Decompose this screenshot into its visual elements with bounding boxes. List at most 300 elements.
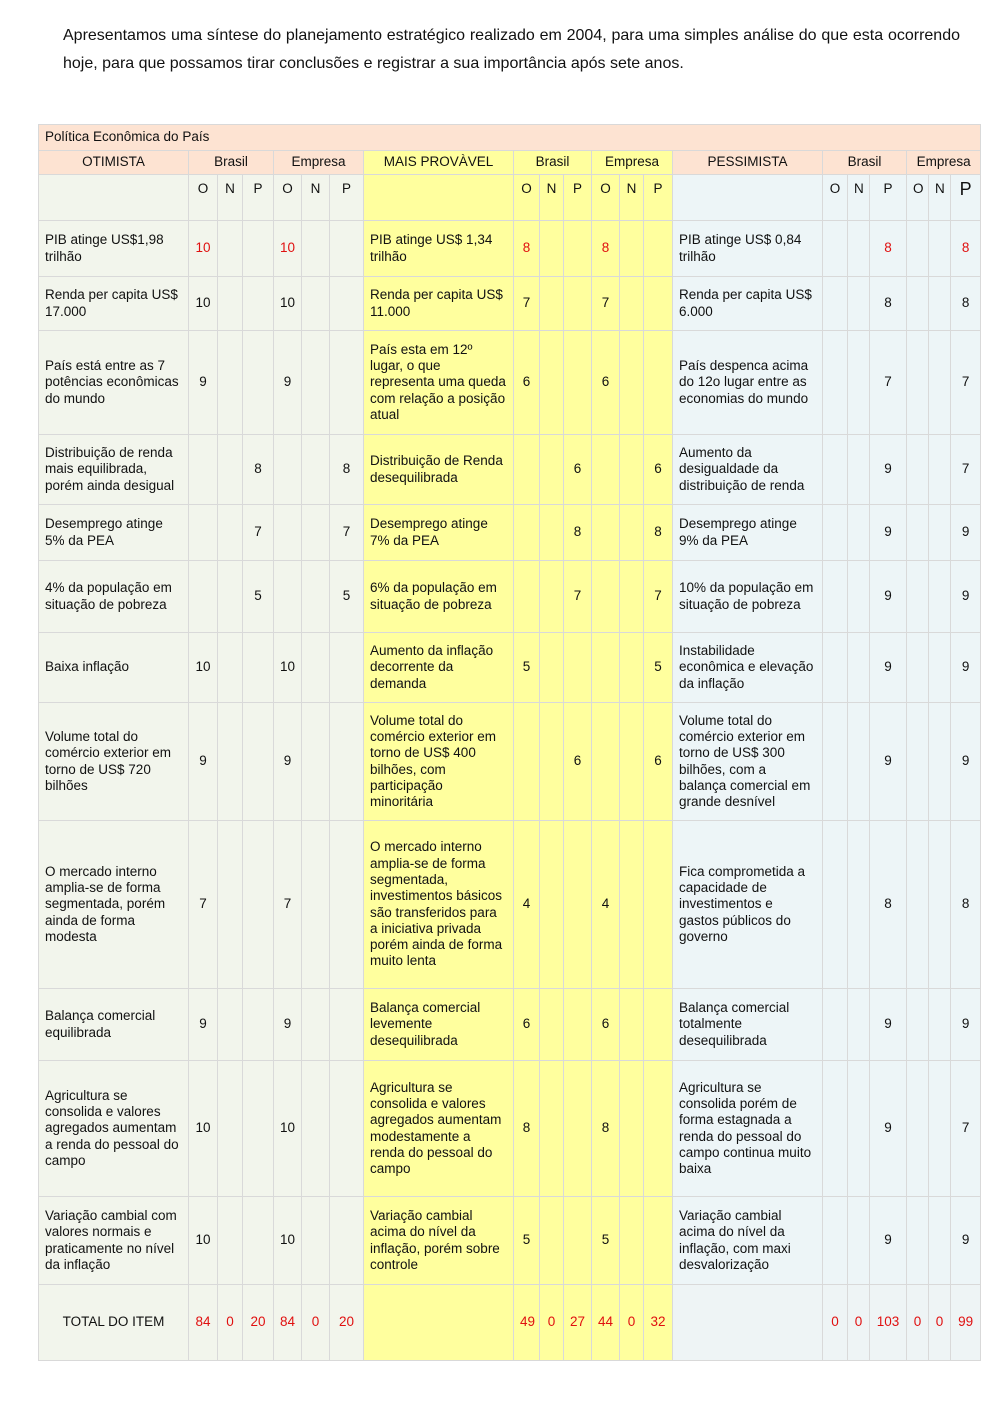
- otimista-score: [330, 331, 364, 435]
- pessimista-score: [823, 277, 848, 331]
- pessimista-description: Volume total do comércio exterior em torno de US$ 300 bilhões, com a balança comercial em grande desnível: [673, 703, 823, 821]
- pessimista-score: 9: [951, 505, 981, 561]
- provavel-score: [540, 703, 564, 821]
- pessimista-score: [848, 221, 870, 277]
- otimista-description: Renda per capita US$ 17.000: [39, 277, 189, 331]
- table-row: [39, 505, 981, 561]
- otimista-description: 4% da população em situação de pobreza: [39, 561, 189, 633]
- total-otimista-value: 20: [243, 1285, 274, 1361]
- otimista-description: Agricultura se consolida e valores agregados aumentam a renda do pessoal do campo: [39, 1061, 189, 1197]
- subheader-o: O: [823, 175, 848, 221]
- provavel-score: [514, 435, 540, 505]
- subheader-o: O: [907, 175, 929, 221]
- provavel-score: 8: [514, 1061, 540, 1197]
- otimista-score: [218, 1197, 243, 1285]
- otimista-score: [218, 277, 243, 331]
- subheader-o: O: [514, 175, 540, 221]
- otimista-score: [243, 703, 274, 821]
- pessimista-score: 9: [870, 633, 907, 703]
- provavel-score: [592, 633, 620, 703]
- provavel-score: 8: [564, 505, 592, 561]
- provavel-score: [564, 277, 592, 331]
- pessimista-score: [848, 505, 870, 561]
- otimista-score: [243, 221, 274, 277]
- pessimista-score: 9: [870, 1061, 907, 1197]
- provavel-score: [540, 1061, 564, 1197]
- otimista-description: PIB atinge US$1,98 trilhão: [39, 221, 189, 277]
- provavel-score: [644, 1061, 673, 1197]
- otimista-description: O mercado interno amplia-se de forma segmentada, porém ainda de forma modesta: [39, 821, 189, 989]
- provavel-score: 6: [514, 331, 540, 435]
- provavel-description: Agricultura se consolida e valores agregados aumentam modestamente a renda do pessoal do campo: [364, 1061, 514, 1197]
- otimista-score: [330, 633, 364, 703]
- subheader-blank: [39, 175, 189, 221]
- subheader-blank: [364, 175, 514, 221]
- subheader-n: N: [302, 175, 330, 221]
- pessimista-score: 9: [870, 989, 907, 1061]
- otimista-score: 7: [243, 505, 274, 561]
- pessimista-score: [907, 221, 929, 277]
- total-label: TOTAL DO ITEM: [39, 1285, 189, 1361]
- subheader-p: P: [870, 175, 907, 221]
- otimista-score: 7: [189, 821, 218, 989]
- pessimista-score: [848, 277, 870, 331]
- table-row: [39, 633, 981, 703]
- provavel-score: [540, 277, 564, 331]
- pessimista-score: 9: [951, 1197, 981, 1285]
- provavel-score: [644, 989, 673, 1061]
- provavel-score: [644, 821, 673, 989]
- provavel-score: 6: [592, 331, 620, 435]
- otimista-score: [243, 633, 274, 703]
- pessimista-score: [929, 221, 951, 277]
- pessimista-score: [823, 221, 848, 277]
- subheader-blank: [673, 175, 823, 221]
- pessimista-score: 9: [870, 561, 907, 633]
- pessimista-score: [823, 331, 848, 435]
- pessimista-score: [907, 435, 929, 505]
- pessimista-score: [907, 989, 929, 1061]
- pessimista-score: [929, 435, 951, 505]
- otimista-score: [218, 633, 243, 703]
- table-title: Política Econômica do País: [39, 125, 981, 151]
- pessimista-score: [848, 1197, 870, 1285]
- pessimista-score: [848, 703, 870, 821]
- provavel-description: Balança comercial levemente desequilibrada: [364, 989, 514, 1061]
- otimista-score: [302, 703, 330, 821]
- pessimista-score: 8: [951, 277, 981, 331]
- header-mais-provavel: MAIS PROVÀVEL: [364, 151, 514, 175]
- provavel-score: 5: [514, 633, 540, 703]
- provavel-score: [540, 989, 564, 1061]
- otimista-score: [243, 821, 274, 989]
- total-provavel-value: 0: [620, 1285, 644, 1361]
- provavel-score: [514, 561, 540, 633]
- pessimista-score: [823, 821, 848, 989]
- otimista-score: 10: [189, 221, 218, 277]
- pessimista-score: 8: [951, 821, 981, 989]
- pessimista-score: 7: [951, 435, 981, 505]
- subheader-o: O: [189, 175, 218, 221]
- pessimista-description: Agricultura se consolida porém de forma estagnada a renda do pessoal do campo continua muito baixa: [673, 1061, 823, 1197]
- provavel-description: Desemprego atinge 7% da PEA: [364, 505, 514, 561]
- otimista-score: [302, 1061, 330, 1197]
- pessimista-score: [907, 703, 929, 821]
- provavel-description: Renda per capita US$ 11.000: [364, 277, 514, 331]
- provavel-score: [620, 561, 644, 633]
- subheader-p: P: [243, 175, 274, 221]
- pessimista-score: [929, 561, 951, 633]
- otimista-score: 10: [274, 1061, 302, 1197]
- otimista-score: 9: [274, 703, 302, 821]
- provavel-score: [620, 221, 644, 277]
- otimista-score: 9: [189, 989, 218, 1061]
- otimista-score: [302, 633, 330, 703]
- otimista-score: 7: [274, 821, 302, 989]
- total-otimista-value: 20: [330, 1285, 364, 1361]
- provavel-score: [620, 703, 644, 821]
- pessimista-score: [848, 561, 870, 633]
- otimista-score: 8: [330, 435, 364, 505]
- pessimista-score: [929, 703, 951, 821]
- otimista-description: Variação cambial com valores normais e praticamente no nível da inflação: [39, 1197, 189, 1285]
- pessimista-score: 9: [951, 703, 981, 821]
- total-otimista-value: 0: [218, 1285, 243, 1361]
- pessimista-description: 10% da população em situação de pobreza: [673, 561, 823, 633]
- pessimista-score: [907, 277, 929, 331]
- provavel-description: Distribuição de Renda desequilibrada: [364, 435, 514, 505]
- subheader-n: N: [540, 175, 564, 221]
- pessimista-score: 8: [951, 221, 981, 277]
- header-pessimista: PESSIMISTA: [673, 151, 823, 175]
- pessimista-score: 9: [870, 703, 907, 821]
- provavel-score: 7: [514, 277, 540, 331]
- provavel-description: Aumento da inflação decorrente da demanda: [364, 633, 514, 703]
- otimista-score: [330, 1197, 364, 1285]
- provavel-score: [514, 703, 540, 821]
- scenario-table: [38, 124, 981, 1361]
- otimista-score: 10: [274, 277, 302, 331]
- pessimista-description: Desemprego atinge 9% da PEA: [673, 505, 823, 561]
- pessimista-score: 9: [870, 435, 907, 505]
- provavel-score: [564, 1061, 592, 1197]
- pessimista-score: 9: [951, 989, 981, 1061]
- provavel-score: 8: [592, 221, 620, 277]
- provavel-score: [620, 1061, 644, 1197]
- pessimista-description: Renda per capita US$ 6.000: [673, 277, 823, 331]
- subheader-n: N: [929, 175, 951, 221]
- total-provavel-value: 49: [514, 1285, 540, 1361]
- provavel-score: 6: [644, 435, 673, 505]
- otimista-score: [302, 505, 330, 561]
- pessimista-description: Fica comprometida a capacidade de investimentos e gastos públicos do governo: [673, 821, 823, 989]
- provavel-score: [620, 633, 644, 703]
- pessimista-score: [929, 277, 951, 331]
- provavel-score: [540, 633, 564, 703]
- otimista-score: [330, 989, 364, 1061]
- pessimista-score: 8: [870, 277, 907, 331]
- subheader-n: N: [218, 175, 243, 221]
- pessimista-score: [929, 1061, 951, 1197]
- provavel-score: [564, 221, 592, 277]
- pessimista-score: [848, 633, 870, 703]
- otimista-score: [243, 1197, 274, 1285]
- total-pessimista-value: 0: [823, 1285, 848, 1361]
- pessimista-description: PIB atinge US$ 0,84 trilhão: [673, 221, 823, 277]
- provavel-score: [592, 435, 620, 505]
- pessimista-score: 9: [870, 1197, 907, 1285]
- provavel-score: [620, 277, 644, 331]
- provavel-score: 4: [592, 821, 620, 989]
- otimista-score: [330, 277, 364, 331]
- provavel-score: [592, 703, 620, 821]
- provavel-score: 6: [592, 989, 620, 1061]
- provavel-score: 4: [514, 821, 540, 989]
- otimista-score: [274, 505, 302, 561]
- otimista-score: [243, 331, 274, 435]
- table-row: [39, 989, 981, 1061]
- pessimista-score: [929, 331, 951, 435]
- table-row: [39, 1061, 981, 1197]
- header-otimista: OTIMISTA: [39, 151, 189, 175]
- provavel-score: [564, 1197, 592, 1285]
- otimista-score: [218, 561, 243, 633]
- header-brasil: Brasil: [823, 151, 907, 175]
- provavel-description: O mercado interno amplia-se de forma segmentada, investimentos básicos são transferidos para a iniciativa privada porém ainda de forma muito lenta: [364, 821, 514, 989]
- otimista-score: [302, 821, 330, 989]
- pessimista-description: Balança comercial totalmente desequilibrada: [673, 989, 823, 1061]
- pessimista-score: [929, 1197, 951, 1285]
- provavel-score: [564, 331, 592, 435]
- provavel-score: 6: [564, 435, 592, 505]
- otimista-score: [302, 277, 330, 331]
- pessimista-score: 7: [870, 331, 907, 435]
- otimista-description: Baixa inflação: [39, 633, 189, 703]
- otimista-score: 9: [189, 331, 218, 435]
- provavel-score: 7: [564, 561, 592, 633]
- provavel-score: [540, 435, 564, 505]
- provavel-score: 5: [514, 1197, 540, 1285]
- subheader-p: P: [644, 175, 673, 221]
- otimista-score: 9: [274, 989, 302, 1061]
- otimista-score: [218, 221, 243, 277]
- otimista-score: [189, 561, 218, 633]
- provavel-score: 6: [514, 989, 540, 1061]
- pessimista-score: [929, 821, 951, 989]
- provavel-score: [564, 989, 592, 1061]
- otimista-score: 5: [330, 561, 364, 633]
- provavel-score: 5: [644, 633, 673, 703]
- pessimista-score: [929, 633, 951, 703]
- otimista-score: [189, 505, 218, 561]
- subheader-p: P: [330, 175, 364, 221]
- subheader-n: N: [620, 175, 644, 221]
- pessimista-score: [823, 703, 848, 821]
- provavel-description: País esta em 12º lugar, o que representa uma queda com relação a posição atual: [364, 331, 514, 435]
- otimista-score: [330, 221, 364, 277]
- otimista-score: [330, 703, 364, 821]
- total-provavel-value: 0: [540, 1285, 564, 1361]
- provavel-score: [564, 821, 592, 989]
- provavel-score: [540, 821, 564, 989]
- otimista-description: Balança comercial equilibrada: [39, 989, 189, 1061]
- otimista-score: 9: [189, 703, 218, 821]
- intro-paragraph: Apresentamos uma síntese do planejamento estratégico realizado em 2004, para uma simples análise do que esta ocorrendo hoje, para que possamos tirar conclusões e registrar a sua importância após sete anos.: [63, 27, 960, 72]
- provavel-score: 6: [564, 703, 592, 821]
- table-row: [39, 561, 981, 633]
- provavel-score: [644, 221, 673, 277]
- provavel-score: 8: [514, 221, 540, 277]
- otimista-score: 10: [274, 221, 302, 277]
- provavel-score: [540, 505, 564, 561]
- otimista-score: [243, 1061, 274, 1197]
- subheader-o: O: [274, 175, 302, 221]
- header-empresa: Empresa: [274, 151, 364, 175]
- total-pessimista-value: 0: [929, 1285, 951, 1361]
- otimista-score: [243, 277, 274, 331]
- otimista-score: [302, 435, 330, 505]
- pessimista-score: [929, 989, 951, 1061]
- pessimista-description: Variação cambial acima do nível da inflação, com maxi desvalorização: [673, 1197, 823, 1285]
- pessimista-score: 7: [951, 1061, 981, 1197]
- pessimista-score: [907, 633, 929, 703]
- pessimista-score: [823, 505, 848, 561]
- provavel-score: 5: [592, 1197, 620, 1285]
- pessimista-score: 7: [951, 331, 981, 435]
- pessimista-score: [907, 1061, 929, 1197]
- total-otimista-value: 84: [274, 1285, 302, 1361]
- table-row: [39, 435, 981, 505]
- pessimista-score: [848, 821, 870, 989]
- table-row: [39, 821, 981, 989]
- pessimista-score: [929, 505, 951, 561]
- pessimista-score: [907, 561, 929, 633]
- otimista-score: 8: [243, 435, 274, 505]
- otimista-score: 9: [274, 331, 302, 435]
- pessimista-score: [848, 435, 870, 505]
- total-provavel-value: 27: [564, 1285, 592, 1361]
- otimista-score: [302, 1197, 330, 1285]
- pessimista-score: 8: [870, 221, 907, 277]
- pessimista-score: [848, 331, 870, 435]
- provavel-score: 6: [644, 703, 673, 821]
- provavel-description: 6% da população em situação de pobreza: [364, 561, 514, 633]
- provavel-score: [540, 221, 564, 277]
- provavel-description: PIB atinge US$ 1,34 trilhão: [364, 221, 514, 277]
- provavel-score: [540, 1197, 564, 1285]
- otimista-score: [274, 561, 302, 633]
- otimista-score: [302, 221, 330, 277]
- provavel-score: [592, 505, 620, 561]
- otimista-score: [302, 561, 330, 633]
- table-row: [39, 221, 981, 277]
- pessimista-score: [848, 989, 870, 1061]
- otimista-description: Volume total do comércio exterior em torno de US$ 720 bilhões: [39, 703, 189, 821]
- pessimista-score: [907, 821, 929, 989]
- table-row: [39, 703, 981, 821]
- otimista-score: [218, 1061, 243, 1197]
- otimista-score: 10: [189, 1061, 218, 1197]
- otimista-score: [218, 821, 243, 989]
- pessimista-score: [823, 561, 848, 633]
- provavel-score: 8: [644, 505, 673, 561]
- otimista-description: Distribuição de renda mais equilibrada, porém ainda desigual: [39, 435, 189, 505]
- subheader-p: P: [564, 175, 592, 221]
- pessimista-score: 8: [870, 821, 907, 989]
- total-otimista-value: 84: [189, 1285, 218, 1361]
- pessimista-score: 9: [951, 633, 981, 703]
- otimista-score: 7: [330, 505, 364, 561]
- header-brasil: Brasil: [189, 151, 274, 175]
- provavel-score: [620, 435, 644, 505]
- provavel-score: [620, 821, 644, 989]
- otimista-description: Desemprego atinge 5% da PEA: [39, 505, 189, 561]
- table-row: [39, 331, 981, 435]
- pessimista-score: [907, 505, 929, 561]
- otimista-score: [330, 821, 364, 989]
- pessimista-score: [823, 989, 848, 1061]
- provavel-score: [644, 277, 673, 331]
- subheader-p: P: [951, 175, 981, 221]
- subheader-n: N: [848, 175, 870, 221]
- provavel-score: 7: [644, 561, 673, 633]
- header-empresa: Empresa: [592, 151, 673, 175]
- provavel-score: [644, 1197, 673, 1285]
- provavel-score: [592, 561, 620, 633]
- provavel-description: Volume total do comércio exterior em torno de US$ 400 bilhões, com participação minoritária: [364, 703, 514, 821]
- total-pessimista-value: 0: [907, 1285, 929, 1361]
- total-pessimista-value: 103: [870, 1285, 907, 1361]
- otimista-score: [218, 331, 243, 435]
- pessimista-score: [907, 331, 929, 435]
- provavel-score: [620, 989, 644, 1061]
- provavel-score: [620, 331, 644, 435]
- pessimista-score: [823, 1197, 848, 1285]
- provavel-score: 7: [592, 277, 620, 331]
- otimista-score: [189, 435, 218, 505]
- otimista-score: [243, 989, 274, 1061]
- otimista-description: País está entre as 7 potências econômicas do mundo: [39, 331, 189, 435]
- pessimista-description: Instabilidade econômica e elevação da inflação: [673, 633, 823, 703]
- total-blank: [673, 1285, 823, 1361]
- otimista-score: [302, 989, 330, 1061]
- otimista-score: [274, 435, 302, 505]
- pessimista-score: [823, 1061, 848, 1197]
- otimista-score: [330, 1061, 364, 1197]
- otimista-score: [218, 505, 243, 561]
- pessimista-score: [907, 1197, 929, 1285]
- otimista-score: 10: [189, 277, 218, 331]
- pessimista-score: [848, 1061, 870, 1197]
- total-pessimista-value: 0: [848, 1285, 870, 1361]
- total-provavel-value: 32: [644, 1285, 673, 1361]
- provavel-score: [564, 633, 592, 703]
- provavel-score: [514, 505, 540, 561]
- header-brasil: Brasil: [514, 151, 592, 175]
- table-row: [39, 1197, 981, 1285]
- otimista-score: [218, 989, 243, 1061]
- otimista-score: 10: [274, 1197, 302, 1285]
- pessimista-score: 9: [951, 561, 981, 633]
- pessimista-score: 9: [870, 505, 907, 561]
- otimista-score: [218, 703, 243, 821]
- total-blank: [364, 1285, 514, 1361]
- provavel-score: [540, 561, 564, 633]
- otimista-score: [302, 331, 330, 435]
- provavel-score: [540, 331, 564, 435]
- total-pessimista-value: 99: [951, 1285, 981, 1361]
- provavel-score: [644, 331, 673, 435]
